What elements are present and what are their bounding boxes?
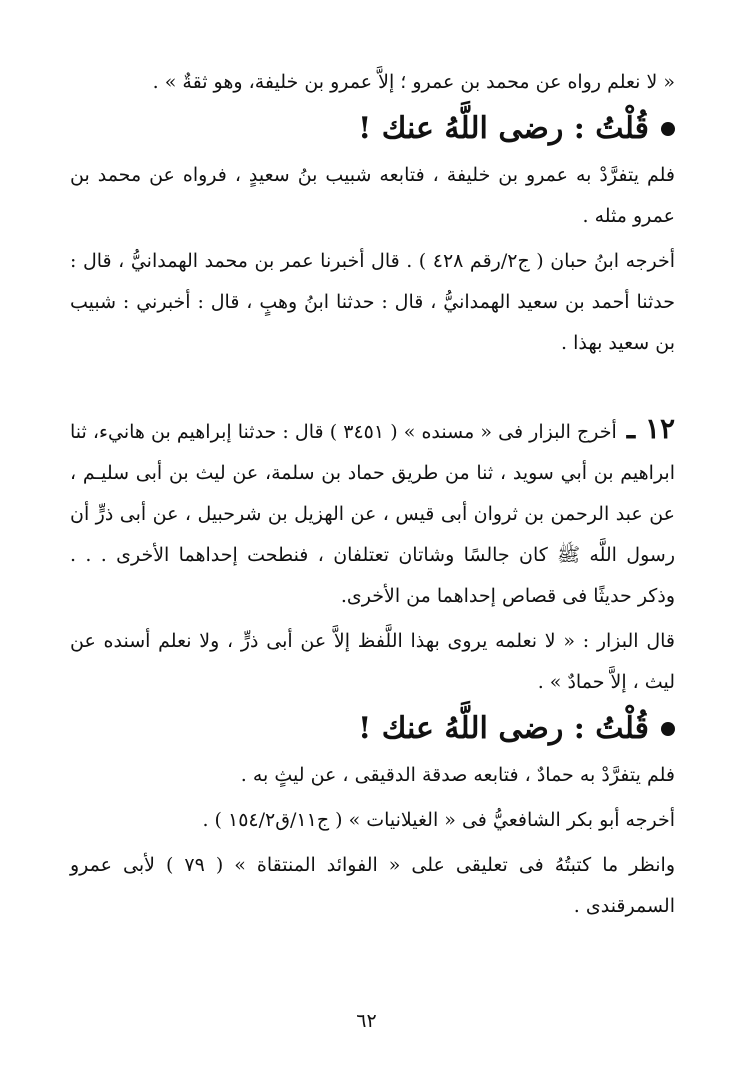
hadith-number: ١٢ ـ <box>626 412 676 445</box>
section-heading <box>70 103 675 155</box>
body-paragraph: فلم يتفرَّدْ به عمرو بن خليفة ، فتابعه شبيب بنُ سعيدٍ ، فرواه عن محمد بن عمرو مثله . <box>70 164 675 227</box>
page-body <box>70 62 675 927</box>
hadith-text: أخرج البزار فى « مسنده » ( ٣٤٥١ ) قال : حدثنا إبراهيم بن هانيء، ثنا ابراهيم بن أبي سويد ، ثنا من طريق حماد بن سلمة، عن ليث بن أبى سليـم ، عن عبد الرحمن بن ثروان أبى قيس ، عن الهزيل بن شرحبيل ، عن أبى ذرٍّ أن رسول اللَّه ﷺ كان جالسًا وشاتان تعتلفان ، فنطحت إحداهما الأخرى . . . وذكر حديثًا فى قصاص إحداهما من الأخرى. <box>70 421 675 607</box>
reference-paragraph: وانظر ما كتبتُهُ فى تعليقى على « الفوائد المنتقاة » ( ٧٩ ) لأبى عمرو السمرقندى . <box>70 854 675 917</box>
heading-text: قُلْتُ : رضى اللَّهُ عنك ! <box>358 711 649 746</box>
page-number: ٦٢ <box>356 1010 377 1032</box>
citation-paragraph: أخرجه أبو بكر الشافعيُّ فى « الغيلانيات » ( ج١١/ق١٥٤/٢ ) . <box>202 809 675 831</box>
section-heading <box>70 703 675 755</box>
citation-paragraph: أخرجه ابنُ حبان ( ج٢/رقم ٤٢٨ ) . قال أخبرنا عمر بن محمد الهمدانيُّ ، قال : حدثنا أحمد بن سعيد الهمدانيُّ ، قال : حدثنا ابنُ وهبٍ ، قال : أخبرني : شبيب بن سعيد بهذا . <box>70 250 676 354</box>
hadith-paragraph <box>70 408 675 617</box>
bullet-icon <box>661 722 675 736</box>
body-paragraph: فلم يتفرَّدْ به حمادٌ ، فتابعه صدقة الدقيقى ، عن ليثٍ به . <box>240 764 675 786</box>
bullet-icon <box>661 122 675 136</box>
bazzar-quote-paragraph: قال البزار : « لا نعلمه يروى بهذا اللَّفظ إلاَّ عن أبى ذرٍّ ، ولا نعلم أسنده عن ليث ، إلاَّ حمادٌ » . <box>70 630 675 693</box>
quote-paragraph: « لا نعلم رواه عن محمد بن عمرو ؛ إلاَّ عمرو بن خليفة، وهو ثقةٌ » . <box>152 71 675 93</box>
heading-text: قُلْتُ : رضى اللَّهُ عنك ! <box>358 111 649 146</box>
